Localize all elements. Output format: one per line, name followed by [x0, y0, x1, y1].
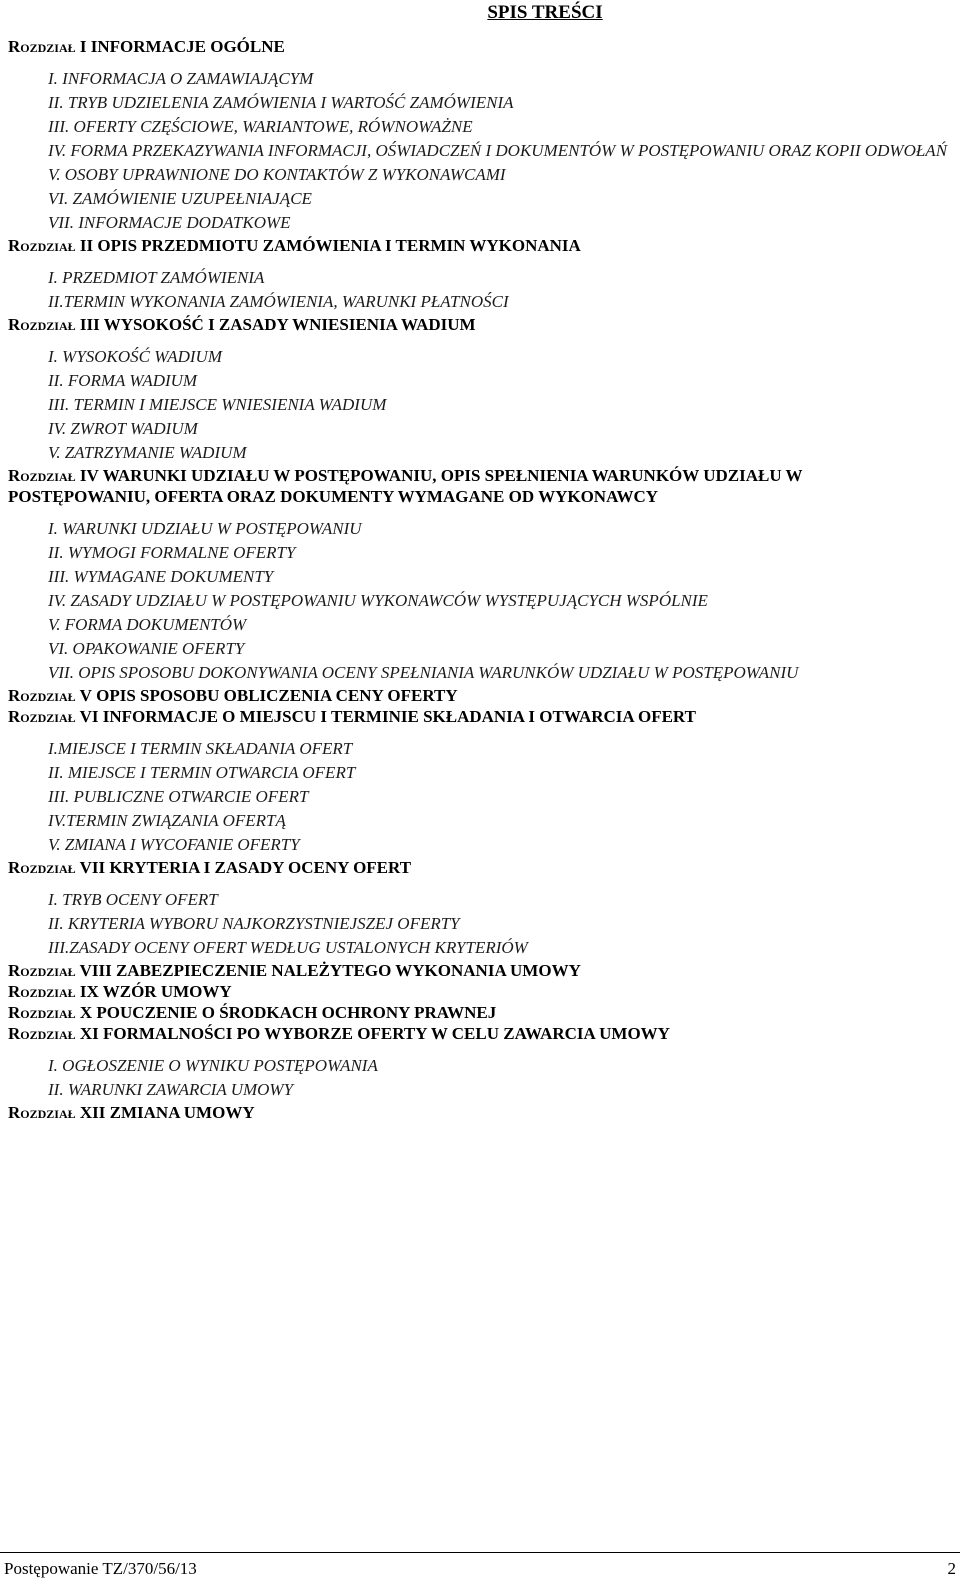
chapter-title: OPIS PRZEDMIOTU ZAMÓWIENIA I TERMIN WYKONANIA [97, 236, 581, 255]
subsection-item: II.TERMIN WYKONANIA ZAMÓWIENIA, WARUNKI PŁATNOŚCI [48, 292, 509, 311]
subsection-item: VI. ZAMÓWIENIE UZUPEŁNIAJĄCE [48, 189, 312, 208]
subsection-item: V. ZATRZYMANIE WADIUM [48, 443, 247, 462]
subsection-item: IV. FORMA PRZEKAZYWANIA INFORMACJI, OŚWIADCZEŃ I DOKUMENTÓW W POSTĘPOWANIU ORAZ KOPII ODWOŁAŃ [48, 141, 948, 160]
chapter-number: Rozdział I [8, 37, 87, 56]
chapter-title: WARUNKI UDZIAŁU W POSTĘPOWANIU, OPIS SPEŁNIENIA WARUNKÓW UDZIAŁU W POSTĘPOWANIU, OFERTA ORAZ DOKUMENTY WYMAGANE OD WYKONAWCY [8, 466, 803, 506]
chapter-number: Rozdział XII [8, 1103, 106, 1122]
chapter-heading [8, 706, 948, 727]
chapter-section [8, 1102, 948, 1123]
subsection-item: III. PUBLICZNE OTWARCIE OFERT [48, 787, 309, 806]
chapter-heading [8, 685, 948, 706]
chapter-section [8, 960, 948, 981]
chapter-number: Rozdział III [8, 315, 100, 334]
subsection-item: III.ZASADY OCENY OFERT WEDŁUG USTALONYCH KRYTERIÓW [48, 938, 528, 957]
chapter-section [8, 36, 948, 235]
subsection-item: II. WARUNKI ZAWARCIA UMOWY [48, 1080, 294, 1099]
chapter-title: ZMIANA UMOWY [109, 1103, 255, 1122]
subsection-item: VI. OPAKOWANIE OFERTY [48, 639, 245, 658]
subsection-item: I. WARUNKI UDZIAŁU W POSTĘPOWANIU [48, 519, 362, 538]
chapter-title: POUCZENIE O ŚRODKACH OCHRONY PRAWNEJ [96, 1003, 497, 1022]
chapter-heading [8, 314, 948, 335]
chapter-section [8, 857, 948, 960]
chapter-number: Rozdział X [8, 1003, 93, 1022]
chapter-section [8, 235, 948, 314]
chapter-subsection-list [48, 888, 948, 960]
chapter-number: Rozdział VI [8, 707, 99, 726]
chapter-number: Rozdział IX [8, 982, 99, 1001]
chapter-heading [8, 465, 948, 507]
chapter-subsection-list [48, 737, 948, 857]
subsection-item: V. FORMA DOKUMENTÓW [48, 615, 247, 634]
chapter-section [8, 1023, 948, 1102]
chapter-section [8, 1002, 948, 1023]
subsection-item: II. WYMOGI FORMALNE OFERTY [48, 543, 296, 562]
chapter-number: Rozdział VII [8, 858, 106, 877]
subsection-item: I. INFORMACJA O ZAMAWIAJĄCYM [48, 69, 314, 88]
page-number: 2 [947, 1559, 956, 1578]
chapter-title: KRYTERIA I ZASADY OCENY OFERT [109, 858, 412, 877]
subsection-item: II. KRYTERIA WYBORU NAJKORZYSTNIEJSZEJ OFERTY [48, 914, 460, 933]
chapter-section [8, 981, 948, 1002]
chapter-title: INFORMACJE OGÓLNE [90, 37, 285, 56]
chapter-heading [8, 960, 948, 981]
chapter-subsection-list [48, 1054, 948, 1102]
chapter-heading [8, 981, 948, 1002]
page-title: SPIS TREŚCI [487, 2, 603, 23]
subsection-item: VII. INFORMACJE DODATKOWE [48, 213, 291, 232]
chapter-subsection-list [48, 67, 948, 235]
chapter-heading [8, 857, 948, 878]
page-footer [0, 1552, 960, 1584]
subsection-item: I.MIEJSCE I TERMIN SKŁADANIA OFERT [48, 739, 353, 758]
chapter-subsection-list [48, 266, 948, 314]
subsection-item: V. ZMIANA I WYCOFANIE OFERTY [48, 835, 300, 854]
chapter-number: Rozdział II [8, 236, 94, 255]
chapter-number: Rozdział VIII [8, 961, 112, 980]
chapter-title: WYSOKOŚĆ I ZASADY WNIESIENIA WADIUM [103, 315, 476, 334]
subsection-item: I. TRYB OCENY OFERT [48, 890, 218, 909]
subsection-item: IV.TERMIN ZWIĄZANIA OFERTĄ [48, 811, 286, 830]
subsection-item: IV. ZWROT WADIUM [48, 419, 198, 438]
chapter-number: Rozdział IV [8, 466, 99, 485]
chapter-subsection-list [48, 517, 948, 685]
subsection-item: III. WYMAGANE DOKUMENTY [48, 567, 274, 586]
chapter-heading [8, 36, 948, 57]
chapter-title: INFORMACJE O MIEJSCU I TERMINIE SKŁADANIA I OTWARCIA OFERT [102, 707, 696, 726]
subsection-item: II. TRYB UDZIELENIA ZAMÓWIENIA I WARTOŚĆ ZAMÓWIENIA [48, 93, 514, 112]
chapter-subsection-list [48, 345, 948, 465]
chapter-heading [8, 235, 948, 256]
subsection-item: I. OGŁOSZENIE O WYNIKU POSTĘPOWANIA [48, 1056, 378, 1075]
table-of-contents [8, 36, 948, 1123]
chapter-title: FORMALNOŚCI PO WYBORZE OFERTY W CELU ZAWARCIA UMOWY [103, 1024, 670, 1043]
chapter-section [8, 465, 948, 685]
footer-reference: Postępowanie TZ/370/56/13 [4, 1559, 197, 1578]
subsection-item: III. OFERTY CZĘŚCIOWE, WARIANTOWE, RÓWNOWAŻNE [48, 117, 473, 136]
subsection-item: VII. OPIS SPOSOBU DOKONYWANIA OCENY SPEŁNIANIA WARUNKÓW UDZIAŁU W POSTĘPOWANIU [48, 663, 799, 682]
subsection-item: I. WYSOKOŚĆ WADIUM [48, 347, 222, 366]
subsection-item: I. PRZEDMIOT ZAMÓWIENIA [48, 268, 265, 287]
chapter-title: OPIS SPOSOBU OBLICZENIA CENY OFERTY [96, 686, 458, 705]
subsection-item: II. FORMA WADIUM [48, 371, 198, 390]
chapter-number: Rozdział XI [8, 1024, 99, 1043]
chapter-heading [8, 1023, 948, 1044]
chapter-number: Rozdział V [8, 686, 92, 705]
chapter-section [8, 314, 948, 465]
chapter-title: ZABEZPIECZENIE NALEŻYTEGO WYKONANIA UMOWY [115, 961, 581, 980]
subsection-item: IV. ZASADY UDZIAŁU W POSTĘPOWANIU WYKONAWCÓW WYSTĘPUJĄCYCH WSPÓLNIE [48, 591, 708, 610]
chapter-heading [8, 1102, 948, 1123]
chapter-section [8, 706, 948, 857]
subsection-item: V. OSOBY UPRAWNIONE DO KONTAKTÓW Z WYKONAWCAMI [48, 165, 506, 184]
subsection-item: III. TERMIN I MIEJSCE WNIESIENIA WADIUM [48, 395, 387, 414]
subsection-item: II. MIEJSCE I TERMIN OTWARCIA OFERT [48, 763, 356, 782]
chapter-heading [8, 1002, 948, 1023]
chapter-section [8, 685, 948, 706]
chapter-title: WZÓR UMOWY [102, 982, 232, 1001]
